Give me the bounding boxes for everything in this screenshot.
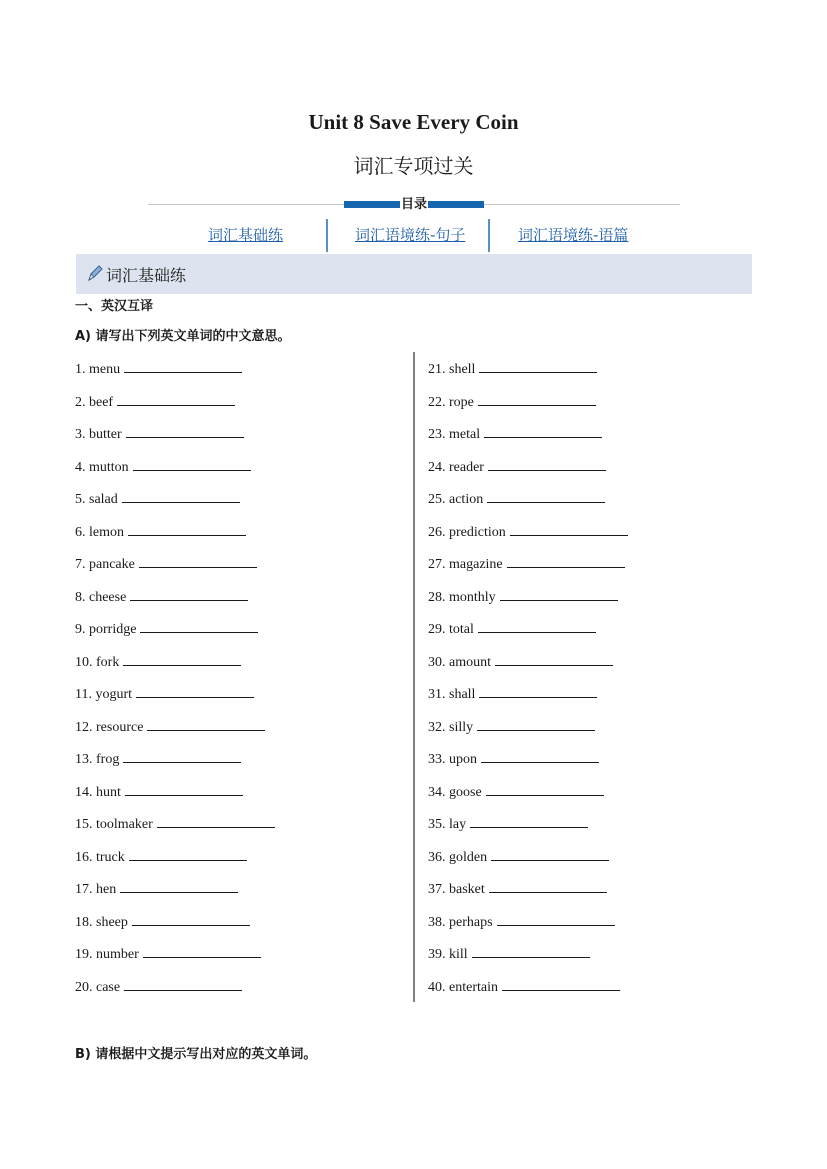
answer-blank[interactable] [470, 814, 588, 828]
answer-blank[interactable] [117, 392, 235, 406]
vocab-word: 7. pancake [75, 557, 135, 572]
vocab-word: 23. metal [428, 427, 481, 442]
toc-separator [488, 219, 490, 252]
vocab-item [428, 782, 628, 815]
word-list-left [75, 359, 275, 1009]
vocab-item [428, 847, 628, 880]
vocab-word: 33. upon [428, 752, 477, 767]
answer-blank[interactable] [147, 717, 265, 731]
answer-blank[interactable] [143, 944, 261, 958]
vocab-word: 30. amount [428, 654, 491, 670]
vocab-word: 17. hen [75, 882, 117, 897]
answer-blank[interactable] [489, 879, 607, 893]
vocab-item [75, 489, 275, 522]
vocab-item [75, 782, 275, 815]
answer-blank[interactable] [507, 554, 625, 568]
vocab-word: 15. toolmaker [75, 817, 153, 832]
vocab-item [428, 977, 628, 1010]
answer-blank[interactable] [157, 814, 275, 828]
vocab-word: 35. lay [428, 817, 467, 832]
vocab-item [75, 457, 275, 490]
toc-accent-right [428, 201, 484, 208]
vocab-item [75, 392, 275, 425]
section-title: 词汇基础练 [106, 266, 187, 285]
vocab-item [428, 457, 628, 490]
vocab-item [75, 717, 275, 750]
vocab-item [428, 424, 628, 457]
vocab-word: 14. hunt [75, 784, 121, 800]
vocab-item [75, 912, 275, 945]
answer-blank[interactable] [123, 652, 241, 666]
vocab-item [428, 392, 628, 425]
vocab-word: 24. reader [428, 459, 484, 475]
vocab-item [428, 879, 628, 912]
vocab-item [428, 912, 628, 945]
vocab-word: 37. basket [428, 882, 485, 897]
part-heading: 一、英汉互译 [75, 299, 154, 314]
vocab-item [75, 814, 275, 847]
vocab-word: 31. shall [428, 687, 476, 702]
answer-blank[interactable] [472, 944, 590, 958]
vocab-word: 6. lemon [75, 524, 124, 540]
answer-blank[interactable] [510, 522, 628, 536]
vocab-item [75, 684, 275, 717]
vocab-word: 2. beef [75, 394, 114, 410]
answer-blank[interactable] [124, 359, 242, 373]
vocab-item [75, 554, 275, 587]
vocab-word: 8. cheese [75, 589, 127, 605]
answer-blank[interactable] [478, 619, 596, 633]
answer-blank[interactable] [488, 457, 606, 471]
vocab-item [428, 489, 628, 522]
vocab-item [75, 944, 275, 977]
answer-blank[interactable] [484, 424, 602, 438]
vocab-word: 13. frog [75, 752, 120, 767]
vocab-item [75, 522, 275, 555]
toc-accent-left [344, 201, 400, 208]
vocab-word: 40. entertain [428, 979, 498, 995]
answer-blank[interactable] [123, 749, 241, 763]
vocab-item [428, 522, 628, 555]
vocab-word: 21. shell [428, 362, 476, 377]
answer-blank[interactable] [140, 619, 258, 633]
vocab-item [428, 554, 628, 587]
answer-blank[interactable] [128, 522, 246, 536]
answer-blank[interactable] [479, 359, 597, 373]
vocab-word: 27. magazine [428, 557, 503, 572]
answer-blank[interactable] [478, 392, 596, 406]
pencil-icon [86, 263, 104, 283]
vocab-item [428, 587, 628, 620]
answer-blank[interactable] [487, 489, 605, 503]
answer-blank[interactable] [129, 847, 247, 861]
answer-blank[interactable] [136, 684, 254, 698]
toc-separator [326, 219, 328, 252]
vocab-item [75, 359, 275, 392]
answer-blank[interactable] [130, 587, 248, 601]
toc-label: 目录 [400, 193, 428, 212]
toc-link-sentence[interactable]: 词汇语境练-句子 [355, 226, 466, 244]
answer-blank[interactable] [486, 782, 604, 796]
answer-blank[interactable] [491, 847, 609, 861]
vocab-item [75, 424, 275, 457]
vocab-item [75, 652, 275, 685]
answer-blank[interactable] [122, 489, 240, 503]
vocab-word: 25. action [428, 492, 484, 507]
answer-blank[interactable] [125, 782, 243, 796]
vocab-item [75, 977, 275, 1010]
vocab-item [75, 847, 275, 880]
vocab-word: 12. resource [75, 719, 144, 735]
vocab-word: 3. butter [75, 427, 122, 442]
vocab-word: 19. number [75, 947, 139, 962]
toc-link-basic[interactable]: 词汇基础练 [208, 226, 284, 244]
answer-blank[interactable] [495, 652, 613, 666]
vocab-item [75, 587, 275, 620]
answer-blank[interactable] [477, 717, 595, 731]
vocab-item [428, 944, 628, 977]
instruction-a: A) 请写出下列英文单词的中文意思。 [75, 329, 291, 344]
vocab-word: 32. silly [428, 719, 474, 735]
vocab-word: 22. rope [428, 394, 474, 410]
vocab-word: 10. fork [75, 654, 120, 670]
vocab-item [428, 814, 628, 847]
vocab-word: 28. monthly [428, 589, 496, 605]
vocab-item [428, 619, 628, 652]
answer-blank[interactable] [479, 684, 597, 698]
vocab-word: 29. total [428, 622, 474, 637]
page-subtitle: 词汇专项过关 [353, 154, 474, 178]
column-divider [413, 352, 415, 1002]
vocab-word: 1. menu [75, 362, 121, 377]
vocab-word: 20. case [75, 979, 121, 995]
instruction-b: B) 请根据中文提示写出对应的英文单词。 [75, 1047, 317, 1062]
answer-blank[interactable] [126, 424, 244, 438]
answer-blank[interactable] [502, 977, 620, 991]
vocab-word: 26. prediction [428, 524, 506, 540]
vocab-word: 4. mutton [75, 459, 129, 475]
answer-blank[interactable] [139, 554, 257, 568]
vocab-item [428, 717, 628, 750]
vocab-word: 18. sheep [75, 914, 128, 930]
page-title: Unit 8 Save Every Coin [308, 110, 519, 134]
toc-link-passage[interactable]: 词汇语境练-语篇 [518, 226, 629, 244]
vocab-word: 9. porridge [75, 622, 137, 637]
answer-blank[interactable] [120, 879, 238, 893]
vocab-word: 16. truck [75, 849, 125, 865]
vocab-item [75, 619, 275, 652]
answer-blank[interactable] [124, 977, 242, 991]
vocab-word: 39. kill [428, 947, 468, 962]
vocab-item [428, 749, 628, 782]
answer-blank[interactable] [133, 457, 251, 471]
vocab-word: 36. golden [428, 849, 488, 865]
vocab-item [428, 684, 628, 717]
vocab-item [428, 652, 628, 685]
vocab-item [75, 879, 275, 912]
word-list-right [428, 359, 628, 1009]
vocab-word: 5. salad [75, 492, 118, 507]
answer-blank[interactable] [132, 912, 250, 926]
vocab-word: 34. goose [428, 784, 482, 800]
vocab-word: 11. yogurt [75, 687, 133, 702]
vocab-word: 38. perhaps [428, 914, 493, 930]
vocab-item [428, 359, 628, 392]
answer-blank[interactable] [497, 912, 615, 926]
answer-blank[interactable] [500, 587, 618, 601]
vocab-item [75, 749, 275, 782]
answer-blank[interactable] [481, 749, 599, 763]
